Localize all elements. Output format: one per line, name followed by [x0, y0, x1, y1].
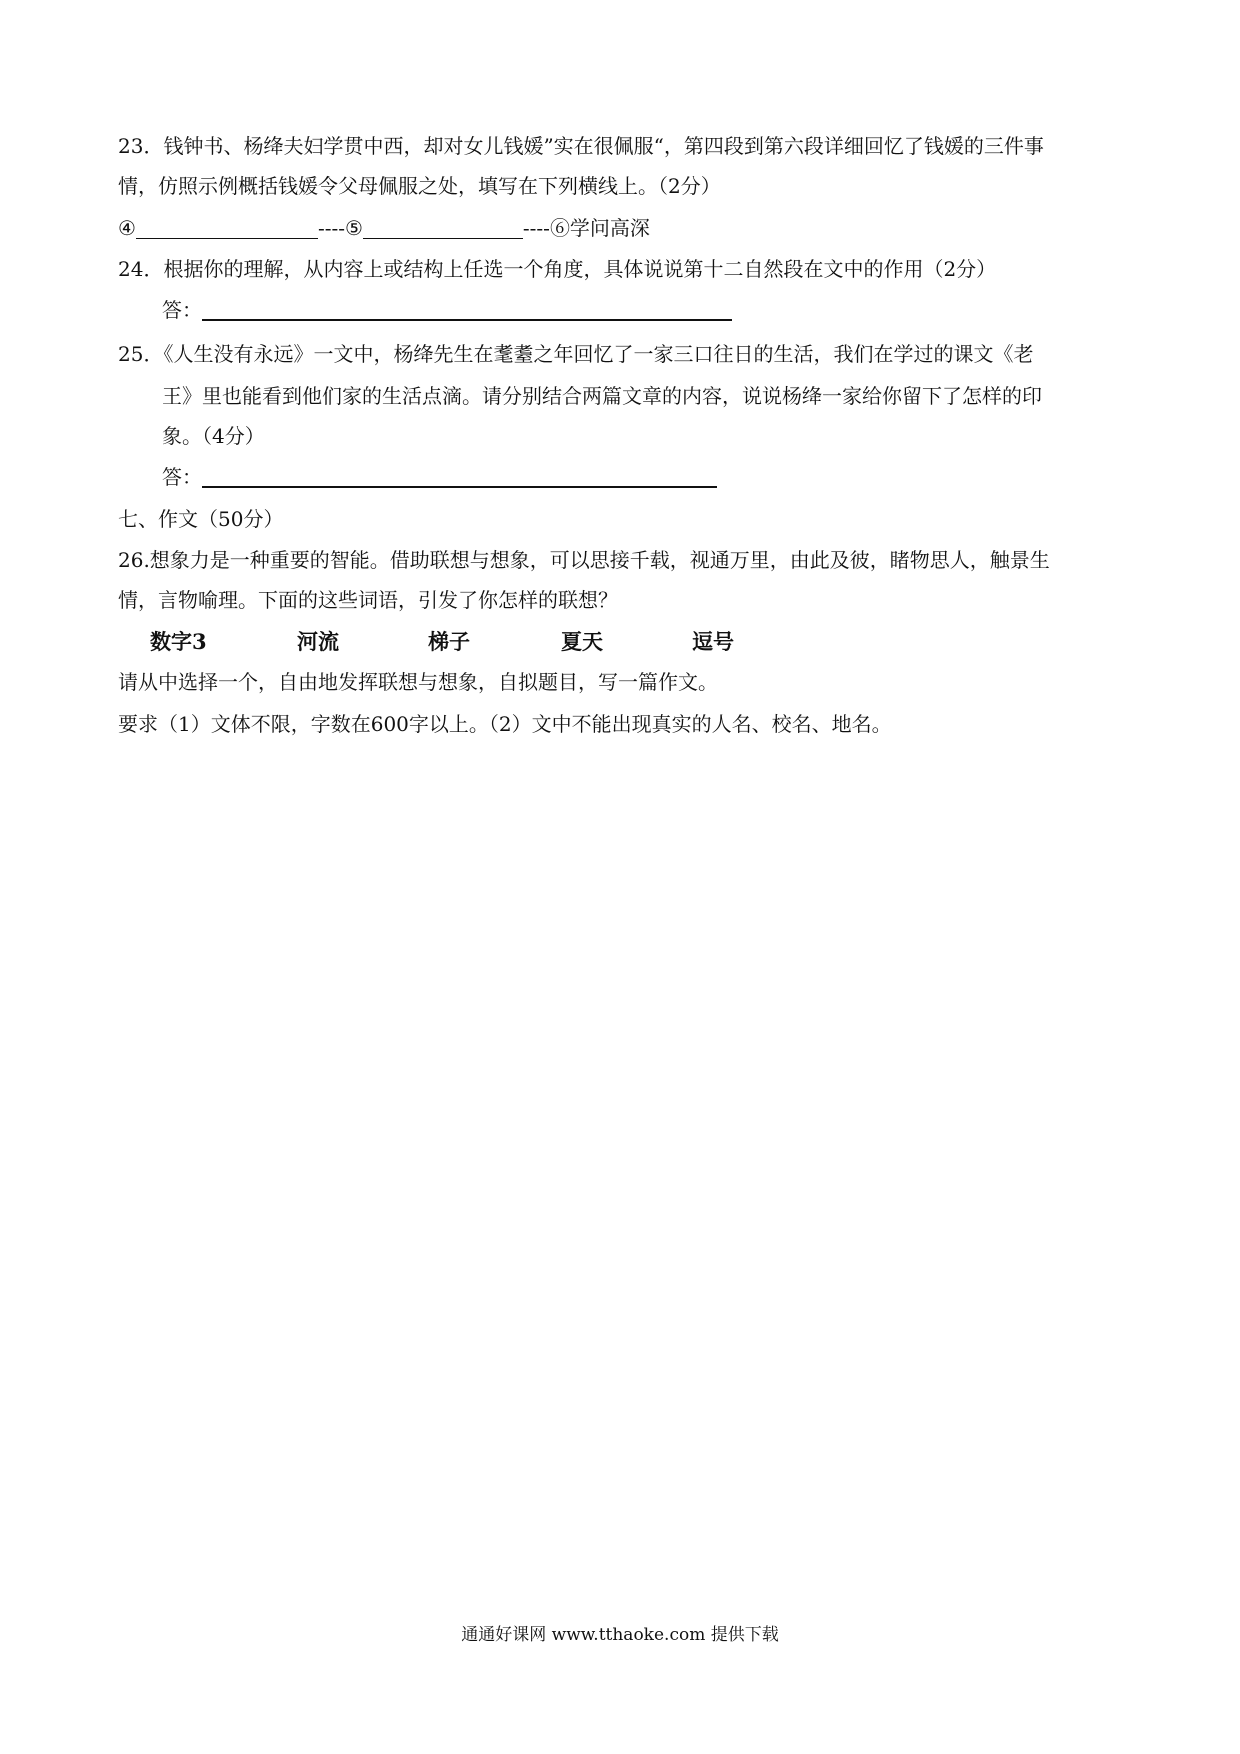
q25-line-3: 象。（4分） — [162, 424, 265, 448]
q26-word: 河流 — [297, 629, 339, 654]
q24-answer-line[interactable] — [202, 297, 732, 321]
q23-line-2: 情，仿照示例概括钱媛令父母佩服之处，填写在下列横线上。（2分） — [118, 174, 721, 198]
page-footer: 通通好课网 www.tthaoke.com 提供下载 — [461, 1625, 779, 1645]
q26-word: 夏天 — [561, 629, 603, 654]
q26-line-2: 情，言物喻理。下面的这些词语，引发了你怎样的联想？ — [118, 588, 618, 612]
q26-word: 数字3 — [150, 629, 207, 654]
q23-line-1: 23．钱钟书、杨绛夫妇学贯中西，却对女儿钱媛”实在很佩服“，第四段到第六段详细回忆了钱媛的三件事 — [118, 134, 1044, 158]
q26-word: 梯子 — [428, 629, 470, 654]
q23-fill-prefix: ④ — [118, 216, 136, 240]
q23-fill-row — [118, 214, 650, 242]
q23-blank-5[interactable] — [363, 216, 523, 239]
q25-answer-label: 答： — [162, 465, 202, 489]
q25-line-2: 王》里也能看到他们家的生活点滴。请分别结合两篇文章的内容，说说杨绛一家给你留下了怎样的印 — [162, 384, 1042, 408]
q23-blank-4[interactable] — [136, 216, 318, 239]
q24-text: 24．根据你的理解，从内容上或结构上任选一个角度，具体说说第十二自然段在文中的作用（2分） — [118, 257, 997, 281]
q24-answer-row — [162, 296, 732, 324]
q23-fill-mid: ----⑤ — [317, 216, 363, 240]
q26-word: 逗号 — [692, 629, 734, 654]
section-7-heading: 七、作文（50分） — [118, 507, 284, 531]
q26-requirement: 要求（1）文体不限，字数在600字以上。（2）文中不能出现真实的人名、校名、地名。 — [118, 712, 892, 736]
q23-fill-end: ----⑥学问高深 — [522, 216, 650, 240]
q24-answer-label: 答： — [162, 298, 202, 322]
q25-answer-row — [162, 463, 717, 491]
q26-line-1: 26.想象力是一种重要的智能。借助联想与想象，可以思接千载，视通万里，由此及彼，睹物思人，触景生 — [118, 548, 1050, 572]
q25-answer-line[interactable] — [202, 464, 717, 488]
q25-line-1: 25．《人生没有永远》一文中，杨绛先生在耄耋之年回忆了一家三口往日的生活，我们在学过的课文《老 — [118, 342, 1034, 366]
q26-instruction: 请从中选择一个，自由地发挥联想与想象，自拟题目，写一篇作文。 — [118, 670, 718, 694]
